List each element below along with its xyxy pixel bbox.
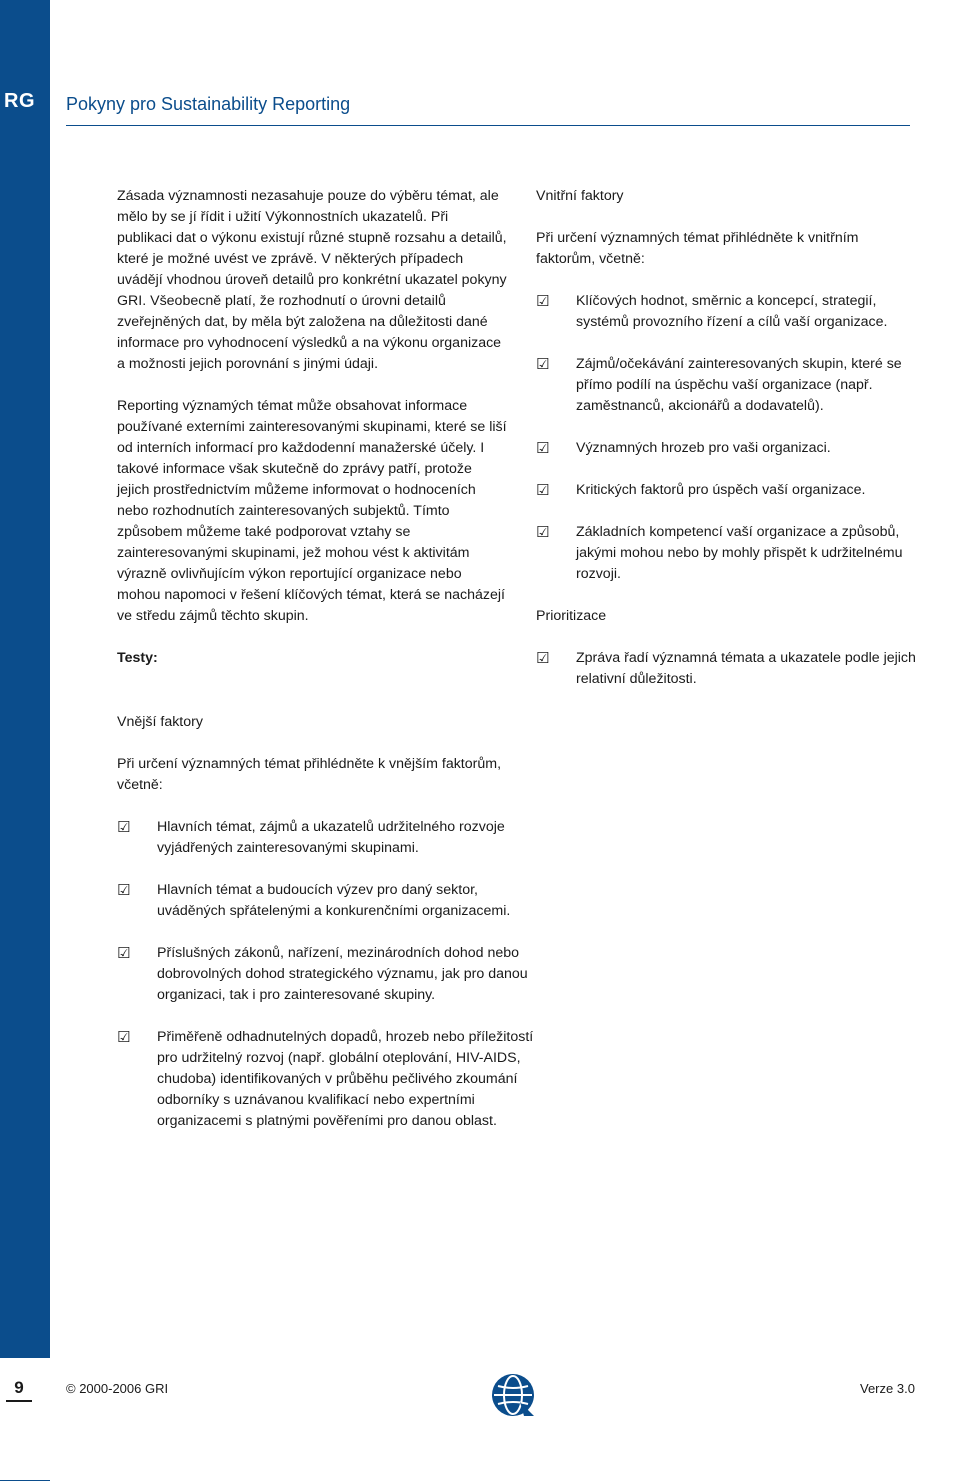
paragraph-reporting: Reporting významých témat může obsahovat informace používané externími zainteresovanými skupinami, které se liší od interních informací pro každodenní manažerské účely. I takové informace však skutečně do zprávy patří, protože jejich prostřednictvím můžeme informovat o hodnoceních nebo rozhodnutích zainteresovaných subjektů. Tímto způsobem můžeme také podporovat vztahy se zainteresovanými skupinami, jež mohou vést k aktivitám výrazně ovlivňujícím výkon reportující organizace nebo mohou napomoci v řešení klíčových témat, která se nacházejí ve středu zájmů těchto skupin. [117,398,507,624]
checkbox-checked-icon: ☑ [536,292,550,310]
page-title: Pokyny pro Sustainability Reporting [66,94,351,114]
checklist-item [117,817,537,859]
checklist-item-text: Příslušných zákonů, nařízení, mezinárodních dohod nebo dobrovolných dohod strategického významu, jak pro danou organizaci, tak i pro zainteresované skupiny. [157,945,528,1003]
footer-version: Verze 3.0 [860,1381,915,1396]
checklist-item [117,1027,537,1132]
checkbox-checked-icon: ☑ [536,355,550,373]
checkbox-checked-icon: ☑ [536,439,550,457]
internal-factors-intro: Při určení významných témat přihlédněte k vnitřním faktorům, včetně: [536,230,859,267]
prioritization-heading: Prioritizace [536,608,607,624]
checklist-item-text: Zájmů/očekávání zainteresovaných skupin, které se přímo podílí na úspěchu vaší organizace (např. zaměstnanců, akcionářů a dodavatelů). [576,356,902,414]
checkbox-checked-icon: ☑ [117,1028,131,1046]
checklist-item-text: Hlavních témat a budoucích výzev pro daný sektor, uváděných spřátelenými a konkurenčními organizacemi. [157,882,511,919]
checklist-item [536,438,916,459]
paragraph-materiality: Zásada významnosti nezasahuje pouze do výběru témat, ale mělo by se jí řídit i užití Výkonnostních ukazatelů. Při publikaci dat o výkonu existují různé stupně rozsahu a detailů, které je možné uvést ve zprávě. V některých případech uvádějí vhodnou úroveň detailů pro konkrétní ukazatel pokyny GRI. Všeobecně platí, že rozhodnutí o úrovni detailů zveřejněných dat, by měla být založena na důležitosti dané informace pro vyhodnocení výsledků a na výkonu organizace a možnosti jejich porovnání s jinými údaji. [117,188,507,372]
gri-logo-icon [490,1372,536,1418]
tests-label: Testy: [117,650,158,666]
checkbox-checked-icon: ☑ [117,881,131,899]
checkbox-checked-icon: ☑ [117,818,131,836]
checklist-item [117,880,537,922]
checklist-item-text: Základních kompetencí vaší organizace a způsobů, jakými mohou nebo by mohly přispět k udržitelnému rozvoji. [576,524,903,582]
checklist-item [536,522,916,585]
external-factors-heading: Vnější faktory [117,714,203,730]
checklist-item-text: Kritických faktorů pro úspěch vaší organizace. [576,482,866,498]
footer-copyright: © 2000-2006 GRI [66,1381,169,1396]
checkbox-checked-icon: ☑ [117,944,131,962]
right-column [536,186,916,711]
page-number-box [0,1358,50,1480]
page-number: 9 [6,1378,32,1402]
checkbox-checked-icon: ☑ [536,649,550,667]
checklist-item-text: Klíčových hodnot, směrnic a koncepcí, strategií, systémů provozního řízení a cílů vaší organizace. [576,293,888,330]
checklist-item-text: Hlavních témat, zájmů a ukazatelů udržitelného rozvoje vyjádřených zainteresovanými skupinami. [157,819,505,856]
external-factors-section [117,712,537,1153]
checklist-item [117,943,537,1006]
checklist-item [536,480,916,501]
header-divider [66,125,910,126]
checklist-item-text: Přiměřeně odhadnutelných dopadů, hrozeb nebo příležitostí pro udržitelný rozvoj (např. globální oteplování, HIV-AIDS, chudoba) identifikovaných v průběhu pečlivého zkoumání odborníky s uznávanou kvalifikací nebo expertními organizacemi s platnými pověřeními pro danou oblast. [157,1029,534,1129]
checklist-item [536,354,916,417]
checklist-item-text: Zpráva řadí významná témata a ukazatele podle jejich relativní důležitosti. [576,650,916,687]
checkbox-checked-icon: ☑ [536,481,550,499]
checklist-item [536,648,916,690]
checkbox-checked-icon: ☑ [536,523,550,541]
sidebar [0,0,50,1481]
internal-factors-heading: Vnitřní faktory [536,188,624,204]
checklist-item [536,291,916,333]
external-factors-intro: Při určení významných témat přihlédněte k vnějším faktorům, včetně: [117,756,502,793]
sidebar-code: RG [4,90,35,112]
left-column [117,186,507,669]
checklist-item-text: Významných hrozeb pro vaši organizaci. [576,440,831,456]
